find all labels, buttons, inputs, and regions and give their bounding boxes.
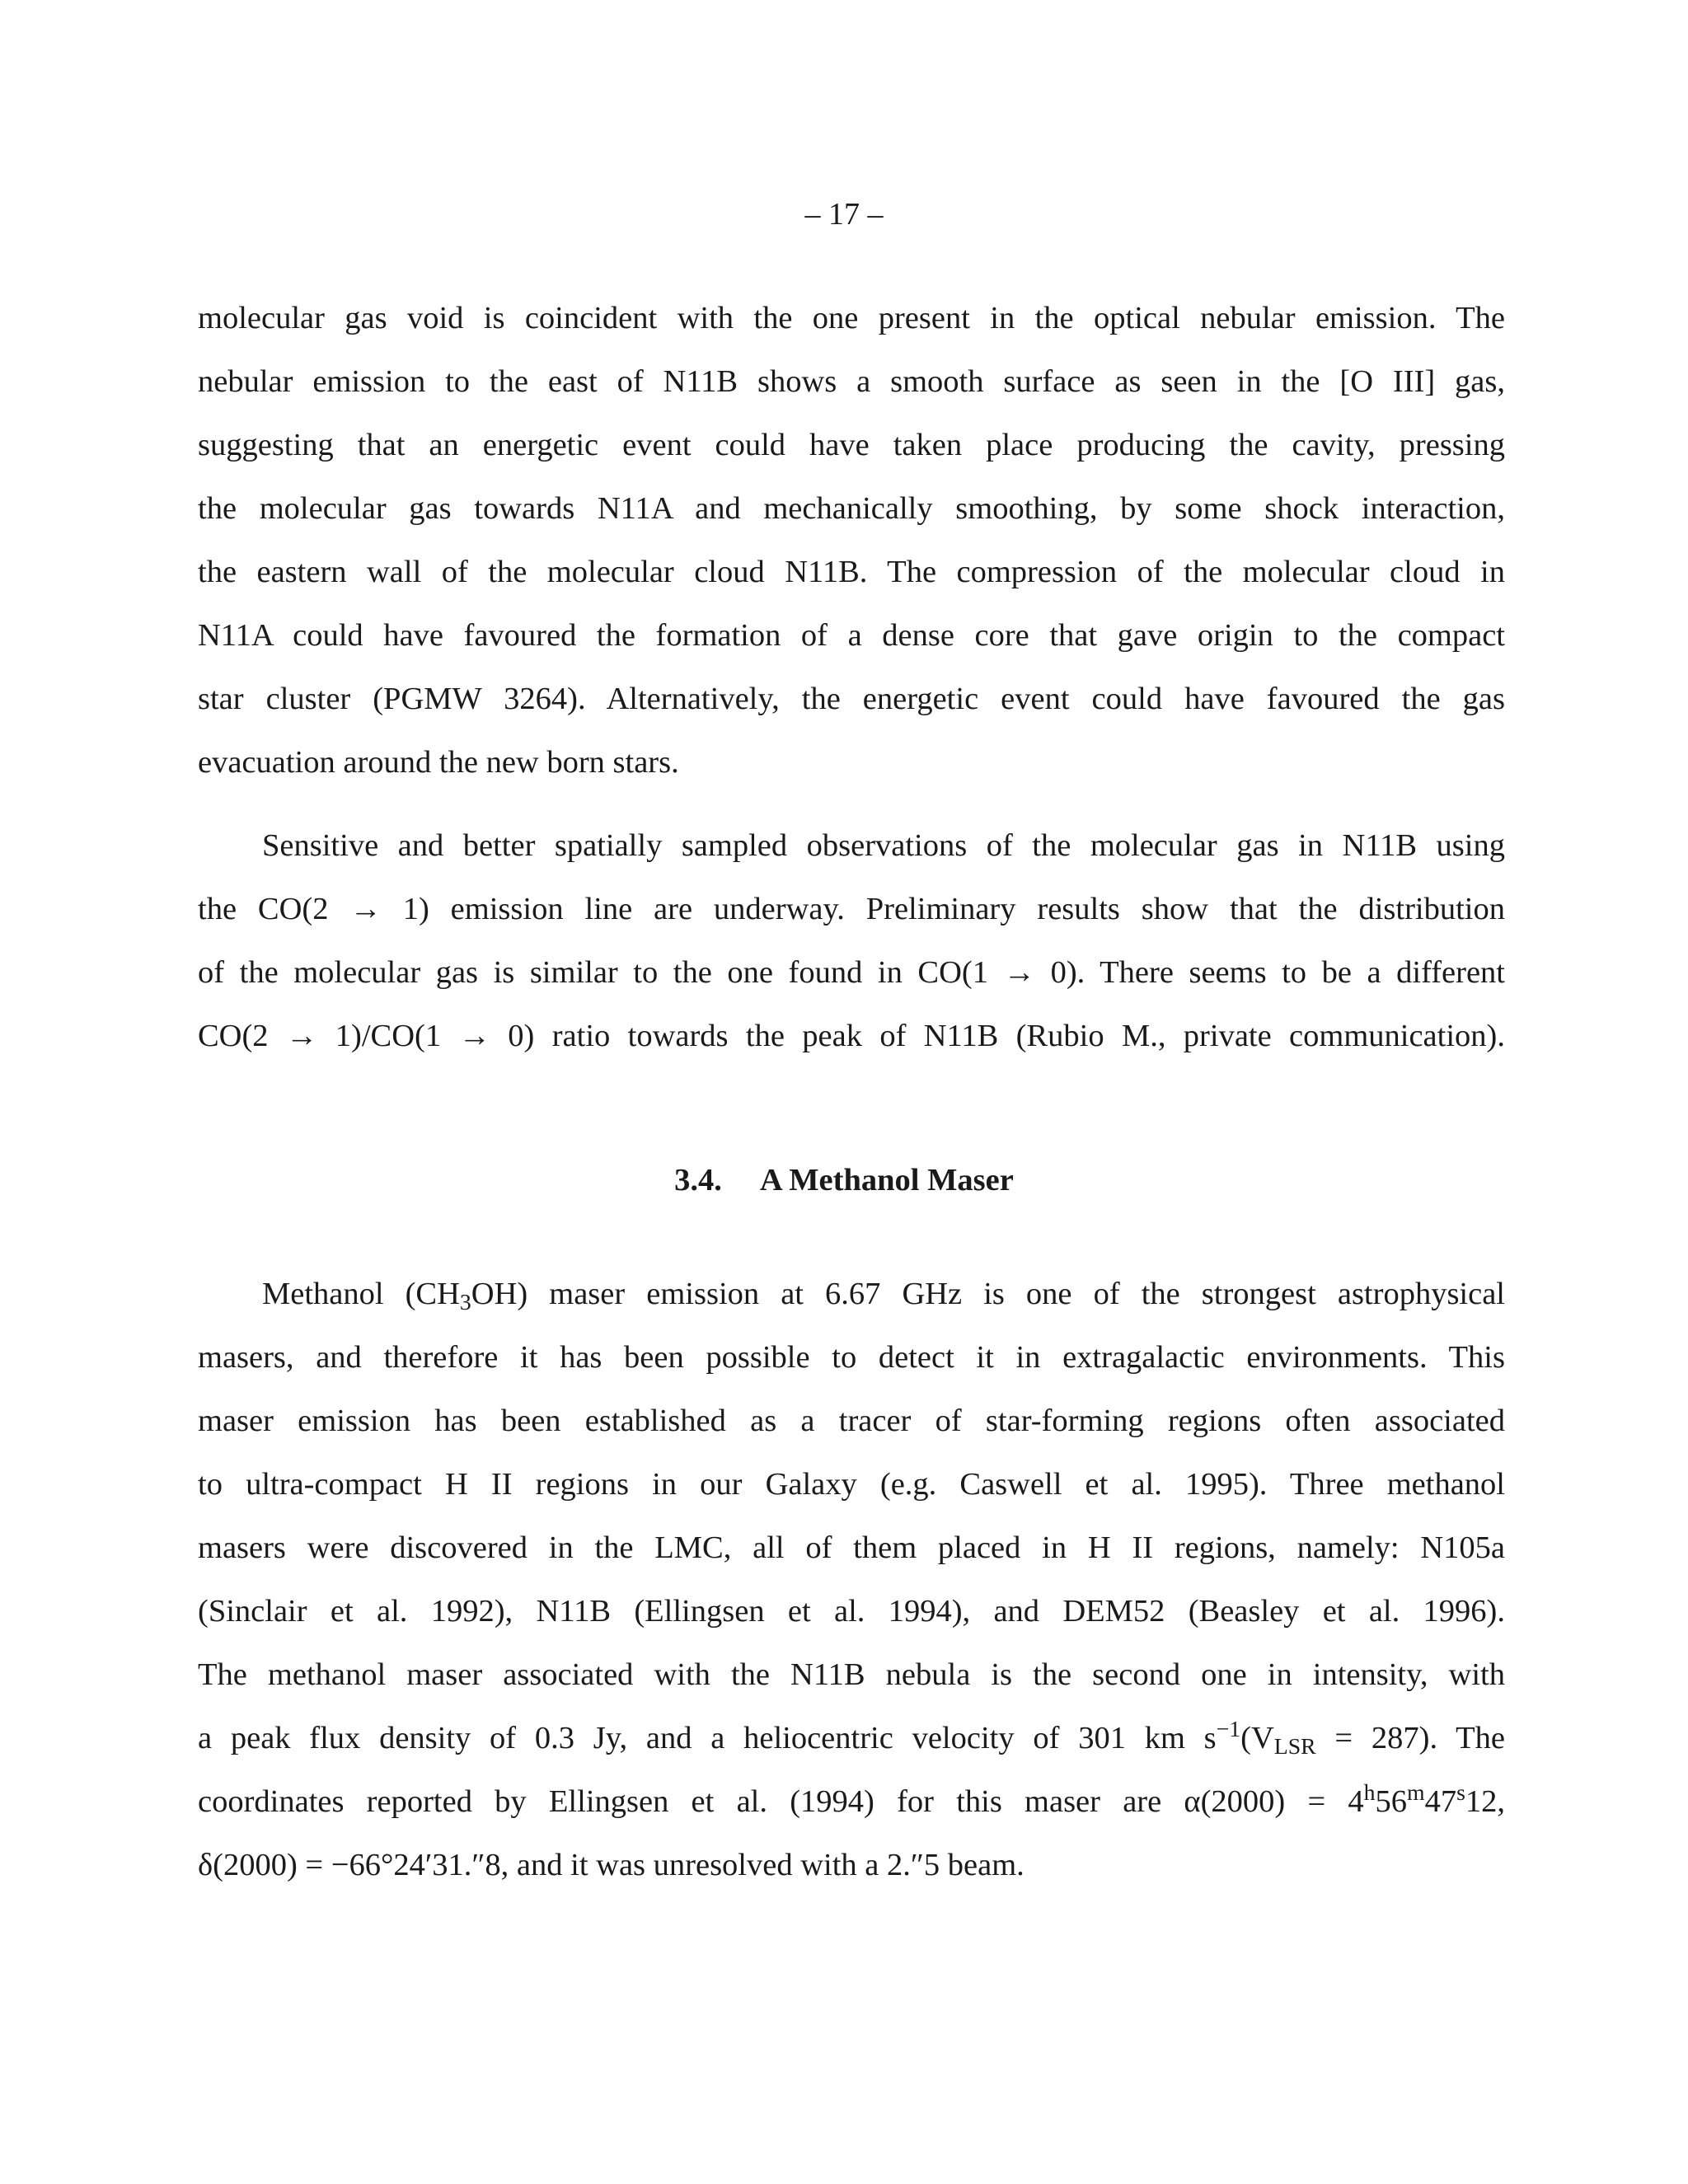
text-line: CO(2 → 1)/CO(1 → 0) ratio towards the peak of N11B (Rubio M., private communication). xyxy=(198,1019,1505,1053)
section-title: A Methanol Maser xyxy=(759,1163,1014,1197)
paragraph-co-observations xyxy=(198,814,1505,1068)
text-line: (Sinclair et al. 1992), N11B (Ellingsen et al. 1994), and DEM52 (Beasley et al. 1996). xyxy=(198,1594,1505,1629)
page-number: – 17 – xyxy=(804,197,884,232)
text-line: molecular gas void is coincident with the one present in the optical nebular emission. The xyxy=(198,301,1505,335)
text-line: the eastern wall of the molecular cloud N11B. The compression of the molecular cloud in xyxy=(198,555,1505,589)
text-line: masers were discovered in the LMC, all of them placed in H II regions, namely: N105a xyxy=(198,1530,1505,1565)
superscript: h xyxy=(1363,1779,1376,1806)
text-line xyxy=(198,1263,1505,1326)
superscript: m xyxy=(1407,1779,1425,1806)
text-fragment: (V xyxy=(1240,1721,1274,1755)
text-line: masers, and therefore it has been possible to detect it in extragalactic environments. This xyxy=(198,1340,1505,1375)
text-line: Sensitive and better spatially sampled observations of the molecular gas in N11B using xyxy=(262,828,1505,863)
text-line: nebular emission to the east of N11B shows a smooth surface as seen in the [O III] gas, xyxy=(198,364,1505,399)
text-line: The methanol maser associated with the N11B nebula is the second one in intensity, with xyxy=(198,1657,1505,1692)
superscript: s xyxy=(1456,1779,1465,1806)
section-number: 3.4. xyxy=(674,1163,722,1197)
paragraph-methanol-maser xyxy=(198,1263,1505,1897)
text-line: δ(2000) = −66°24′31.″8, and it was unresolved with a 2.″5 beam. xyxy=(198,1848,1025,1882)
text-fragment: Methanol (CH xyxy=(262,1277,460,1311)
text-line: the molecular gas towards N11A and mechanically smoothing, by some shock interaction, xyxy=(198,491,1505,526)
text-line: of the molecular gas is similar to the one found in CO(1 → 0). There seems to be a different xyxy=(198,955,1505,990)
text-fragment: = 287). The xyxy=(1315,1721,1505,1755)
text-line: star cluster (PGMW 3264). Alternatively, the energetic event could have favoured the gas xyxy=(198,682,1505,716)
text-line: maser emission has been established as a tracer of star-forming regions often associated xyxy=(198,1404,1505,1438)
subscript: 3 xyxy=(459,1288,471,1315)
text-line: N11A could have favoured the formation of a dense core that gave origin to the compact xyxy=(198,618,1505,653)
section-heading xyxy=(0,1162,1688,1198)
text-line: evacuation around the new born stars. xyxy=(198,745,679,780)
paragraph-void-discussion xyxy=(198,287,1505,794)
text-fragment: a peak flux density of 0.3 Jy, and a heliocentric velocity of 301 km s xyxy=(198,1721,1217,1755)
text-fragment: 56 xyxy=(1375,1784,1408,1819)
text-line: to ultra-compact H II regions in our Galaxy (e.g. Caswell et al. 1995). Three methanol xyxy=(198,1467,1505,1502)
superscript: −1 xyxy=(1216,1716,1241,1742)
subscript: LSR xyxy=(1273,1732,1316,1759)
text-fragment: 12, xyxy=(1465,1784,1505,1819)
text-line: suggesting that an energetic event could have taken place producing the cavity, pressing xyxy=(198,428,1505,462)
text-line xyxy=(198,1707,1505,1770)
text-line: the CO(2 → 1) emission line are underway. Preliminary results show that the distribution xyxy=(198,892,1505,926)
text-fragment: OH) maser emission at 6.67 GHz is one of the strongest astrophysical xyxy=(471,1277,1506,1311)
text-fragment: coordinates reported by Ellingsen et al. (1994) for this maser are α(2000) = 4 xyxy=(198,1784,1364,1819)
text-fragment: 47 xyxy=(1424,1784,1457,1819)
text-line xyxy=(198,1770,1505,1834)
